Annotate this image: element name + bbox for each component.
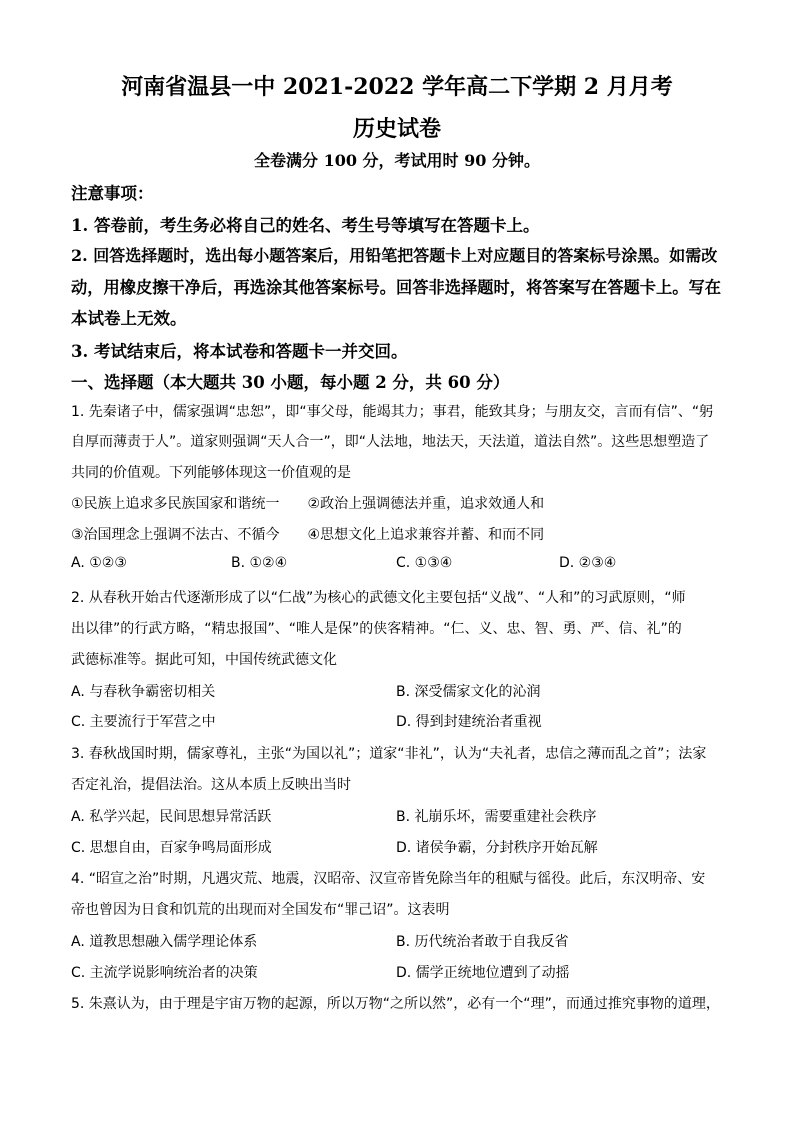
q2-stem-line-3: 武德标准等。据此可知，中国传统武德文化 <box>71 652 337 668</box>
q3-stem-line-1: 3. 春秋战国时期，儒家尊礼，主张“为国以礼”；道家“非礼”，认为“夫礼者，忠信之薄而乱之首”；法家 <box>71 746 707 762</box>
q1-option-a: A. ①②③ <box>71 555 127 571</box>
q1-stem-line-2: 自厚而薄责于人”。道家则强调“天人合一”，即“人法地，地法天，天法道，道法自然”。这些思想塑造了 <box>71 434 710 450</box>
q2-option-c: C. 主要流行于军营之中 <box>71 714 216 730</box>
q4-stem-line-1: 4. “昭宣之治”时期，凡遇灾荒、地震，汉昭帝、汉宣帝皆免除当年的租赋与徭役。此后，东汉明帝、安 <box>71 871 706 887</box>
q4-stem-line-2: 帝也曾因为日食和饥荒的出现而对全国发布“罪己诏”。这表明 <box>71 902 450 918</box>
q1-statement-line-1: ①民族上追求多民族国家和谐统一 ②政治上强调德法并重，追求效通人和 <box>71 496 545 512</box>
note-item-2-line-2: 动，用橡皮擦干净后，再选涂其他答案标号。回答非选择题时，将答案写在答题卡上。写在 <box>71 278 721 297</box>
note-item-1: 1. 答卷前，考生务必将自己的姓名、考生号等填写在答题卡上。 <box>71 216 540 235</box>
note-item-2-line-1: 2. 回答选择题时，选出每小题答案后，用铅笔把答题卡上对应题目的答案标号涂黑。如需改 <box>71 246 718 265</box>
q1-option-b: B. ①②④ <box>231 555 288 571</box>
q3-option-b: B. 礼崩乐坏，需要重建社会秩序 <box>396 809 597 825</box>
q1-statement-line-2: ③治国理念上强调不法古、不循今 ④思想文化上追求兼容并蓄、和而不同 <box>71 527 545 543</box>
note-item-3: 3. 考试结束后，将本试卷和答题卡一并交回。 <box>71 342 408 361</box>
q2-option-a: A. 与春秋争霸密切相关 <box>71 684 216 700</box>
score-note: 全卷满分 100 分，考试用时 90 分钟。 <box>254 151 540 170</box>
q2-stem-line-1: 2. 从春秋开始古代逐渐形成了以“仁战”为核心的武德文化主要包括“义战”、“人和”的习武原则，“师 <box>71 590 686 606</box>
exam-subject: 历史试卷 <box>352 116 441 142</box>
q3-option-a: A. 私学兴起，民间思想异常活跃 <box>71 809 272 825</box>
q2-option-b: B. 深受儒家文化的沁润 <box>396 684 541 700</box>
q3-option-d: D. 诸侯争霸，分封秩序开始瓦解 <box>396 840 598 856</box>
q4-option-b: B. 历代统治者敢于自我反省 <box>396 934 569 950</box>
q2-stem-line-2: 出以律”的行武方略，“精忠报国”、“唯人是保”的侠客精神。“仁、义、忠、智、勇、严、信、礼”的 <box>71 621 682 637</box>
q3-stem-line-2: 否定礼治，提倡法治。这从本质上反映出当时 <box>71 777 351 793</box>
q1-option-c: C. ①③④ <box>396 555 453 571</box>
note-item-2-line-3: 本试卷上无效。 <box>71 309 187 328</box>
q4-option-a: A. 道教思想融入儒学理论体系 <box>71 934 258 950</box>
q2-option-d: D. 得到封建统治者重视 <box>396 714 542 730</box>
q1-option-d: D. ②③④ <box>559 555 617 571</box>
q4-option-c: C. 主流学说影响统治者的决策 <box>71 965 258 981</box>
q4-option-d: D. 儒学正统地位遭到了动摇 <box>396 965 570 981</box>
section-heading-choice: 一、选择题（本大题共 30 小题，每小题 2 分，共 60 分） <box>71 373 510 392</box>
q1-stem-line-3: 共同的价值观。下列能够体现这一价值观的是 <box>71 465 351 481</box>
notes-heading: 注意事项： <box>71 184 154 203</box>
q5-stem-line-1: 5. 朱熹认为，由于理是宇宙万物的起源，所以万物“之所以然”，必有一个“理”，而通过推究事物的道理， <box>71 996 720 1012</box>
exam-title: 河南省温县一中 2021-2022 学年高二下学期 2 月月考 <box>121 74 673 100</box>
q3-option-c: C. 思想自由，百家争鸣局面形成 <box>71 840 272 856</box>
q1-stem-line-1: 1. 先秦诸子中，儒家强调“忠恕”，即“事父母，能竭其力；事君，能致其身；与朋友交，言而有信”、“躬 <box>71 404 714 420</box>
